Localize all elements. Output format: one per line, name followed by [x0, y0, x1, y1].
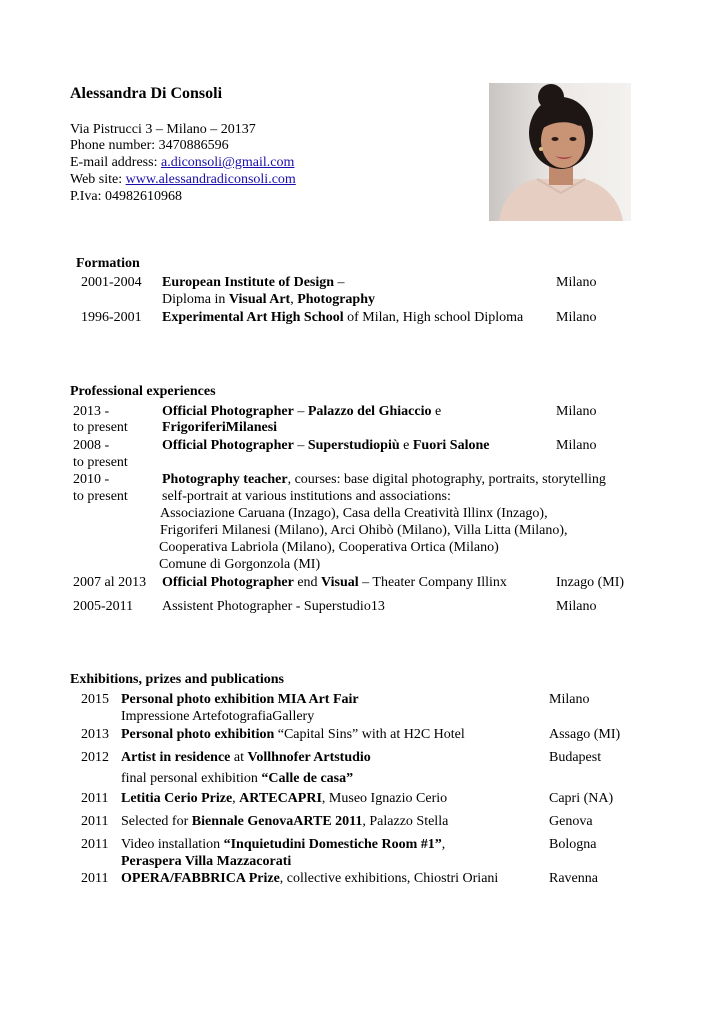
- text-fragment: Video installation: [121, 837, 224, 852]
- formation-heading: Formation: [76, 256, 140, 271]
- text-fragment: “Capital Sins” with at H2C Hotel: [274, 727, 465, 742]
- text-bold: Visual: [321, 575, 359, 590]
- text-bold: Vollhnofer Artstudio: [247, 750, 371, 765]
- experience-row-3-years: 2010 -: [73, 472, 110, 487]
- exhibition-row-6-line-2: [121, 853, 291, 870]
- exhibition-row-4-city: Capri (NA): [549, 791, 614, 806]
- experience-row-3-line-5: Cooperativa Labriola (Milano), Cooperativa Ortica (Milano): [159, 540, 499, 555]
- experience-row-4-years: 2007 al 2013: [73, 575, 147, 590]
- experience-row-1-line-1: [162, 403, 441, 420]
- experience-row-2-years: 2008 -: [73, 438, 110, 453]
- exhibition-row-4-line-1: [121, 790, 447, 807]
- experience-row-4-line-1: [162, 574, 507, 591]
- text-bold: ARTECAPRI: [239, 791, 322, 806]
- text-fragment: e: [399, 438, 413, 453]
- text-fragment: of Milan, High school Diploma: [343, 310, 524, 325]
- exhibition-row-3-line-2: [121, 770, 353, 787]
- exhibition-row-2-city: Assago (MI): [549, 727, 621, 742]
- experience-row-2-city: Milano: [556, 438, 597, 453]
- experience-row-2-line-1: [162, 437, 489, 454]
- formation-row-2-city: Milano: [556, 310, 597, 325]
- text-fragment: final personal exhibition: [121, 771, 262, 786]
- text-fragment: –: [293, 404, 308, 419]
- piva-number: 04982610968: [105, 189, 182, 204]
- text-fragment: Selected for: [121, 814, 192, 829]
- email-link[interactable]: a.diconsoli@gmail.com: [160, 155, 295, 170]
- text-fragment: –: [293, 438, 308, 453]
- phone-label: Phone number:: [70, 138, 159, 153]
- formation-row-1-years: 2001-2004: [81, 275, 142, 290]
- experience-row-3-line-6: Comune di Gorgonzola (MI): [159, 557, 321, 572]
- email-line: [70, 154, 294, 171]
- exhibition-row-5-line-1: [121, 813, 448, 830]
- text-fragment: at: [230, 750, 248, 765]
- experience-row-2-years-end: to present: [73, 455, 128, 470]
- exhibition-row-5-city: Genova: [549, 814, 593, 829]
- text-fragment: ,: [441, 837, 446, 852]
- text-bold: Photography: [297, 292, 376, 307]
- experience-row-5-city: Milano: [556, 599, 597, 614]
- text-fragment: , courses: base digital photography, portraits, storytelling: [287, 472, 606, 487]
- text-bold: “Calle de casa”: [261, 771, 354, 786]
- text-bold: FrigoriferiMilanesi: [162, 420, 278, 435]
- text-fragment: , collective exhibitions, Chiostri Oriani: [279, 871, 499, 886]
- experience-row-4-city: Inzago (MI): [556, 575, 625, 590]
- text-bold: Photography teacher: [162, 472, 288, 487]
- formation-row-2-line-1: [162, 309, 523, 326]
- exhibition-row-5-year: 2011: [81, 814, 109, 829]
- text-fragment: end: [293, 575, 322, 590]
- experience-row-3-years-end: to present: [73, 489, 128, 504]
- experience-row-5-years: 2005-2011: [73, 599, 134, 614]
- email-label: E-mail address:: [70, 155, 161, 170]
- phone-number: 3470886596: [158, 138, 229, 153]
- text-bold: Fuori Salone: [412, 438, 490, 453]
- exhibition-row-6-city: Bologna: [549, 837, 597, 852]
- exhibition-row-3-line-1: [121, 749, 371, 766]
- formation-row-2-years: 1996-2001: [81, 310, 142, 325]
- exhibition-row-6-line-1: [121, 836, 445, 853]
- text-fragment: Diploma in: [162, 292, 229, 307]
- text-fragment: –: [334, 275, 345, 290]
- portrait-photo: [489, 83, 631, 221]
- text-bold: Peraspera Villa Mazzacorati: [121, 854, 292, 869]
- experience-row-5-line-1: Assistent Photographer - Superstudio13: [162, 599, 385, 614]
- institution-name: European Institute of Design: [162, 275, 335, 290]
- text-bold: Personal photo exhibition: [121, 727, 275, 742]
- experience-row-1-years: 2013 -: [73, 404, 110, 419]
- exhibition-row-4-year: 2011: [81, 791, 109, 806]
- formation-row-1-line-1: [162, 274, 345, 291]
- exhibition-row-3-city: Budapest: [549, 750, 602, 765]
- experiences-heading: Professional experiences: [70, 384, 216, 399]
- experience-row-1-years-end: to present: [73, 420, 128, 435]
- experience-row-3-line-2: self-portrait at various institutions and associations:: [162, 489, 451, 504]
- experience-row-1-city: Milano: [556, 404, 597, 419]
- text-fragment: ,: [290, 292, 298, 307]
- exhibition-row-7-year: 2011: [81, 871, 109, 886]
- exhibition-row-1-city: Milano: [549, 692, 590, 707]
- web-label: Web site:: [70, 172, 126, 187]
- exhibition-row-1-year: 2015: [81, 692, 109, 707]
- exhibition-row-3-year: 2012: [81, 750, 109, 765]
- text-bold: Palazzo del Ghiaccio: [307, 404, 432, 419]
- exhibitions-heading: Exhibitions, prizes and publications: [70, 672, 284, 687]
- exhibition-row-2-line-1: [121, 726, 465, 743]
- text-fragment: , Museo Ignazio Cerio: [321, 791, 448, 806]
- address: Via Pistrucci 3 – Milano – 20137: [70, 122, 256, 137]
- exhibition-row-7-city: Ravenna: [549, 871, 598, 886]
- piva-line: [70, 188, 182, 205]
- website-link[interactable]: www.alessandradiconsoli.com: [125, 172, 296, 187]
- phone-line: [70, 137, 229, 154]
- text-bold: Artist in residence: [121, 750, 231, 765]
- text-bold: Superstudiopiù: [307, 438, 400, 453]
- text-fragment: , Palazzo Stella: [362, 814, 449, 829]
- text-fragment: ,: [232, 791, 240, 806]
- text-bold: Official Photographer: [162, 404, 294, 419]
- text-bold: Letitia Cerio Prize: [121, 791, 233, 806]
- formation-row-1-city: Milano: [556, 275, 597, 290]
- text-fragment: – Theater Company Illinx: [358, 575, 507, 590]
- experience-row-1-line-2: [162, 419, 277, 436]
- exhibition-row-1-line-1: [121, 691, 359, 708]
- institution-name: Experimental Art High School: [162, 310, 344, 325]
- text-bold: Personal photo exhibition MIA Art Fair: [121, 692, 359, 707]
- text-bold: Visual Art: [228, 292, 291, 307]
- text-fragment: e: [431, 404, 442, 419]
- text-bold: “Inquietudini Domestiche Room #1”: [223, 837, 442, 852]
- text-bold: OPERA/FABBRICA Prize: [121, 871, 280, 886]
- exhibition-row-6-year: 2011: [81, 837, 109, 852]
- experience-row-3-line-1: [162, 471, 606, 488]
- text-bold: Biennale GenovaARTE 2011: [191, 814, 363, 829]
- text-bold: Official Photographer: [162, 438, 294, 453]
- experience-row-3-line-4: Frigoriferi Milanesi (Milano), Arci Ohibò (Milano), Villa Litta (Milano),: [160, 523, 568, 538]
- piva-label: P.Iva:: [70, 189, 105, 204]
- text-bold: Official Photographer: [162, 575, 294, 590]
- experience-row-3-line-3: Associazione Caruana (Inzago), Casa della Creatività Illinx (Inzago),: [160, 506, 548, 521]
- cv-name: Alessandra Di Consoli: [70, 85, 223, 102]
- exhibition-row-2-year: 2013: [81, 727, 109, 742]
- web-line: [70, 171, 296, 188]
- exhibition-row-1-line-2: Impressione ArtefotografiaGallery: [121, 709, 315, 724]
- exhibition-row-7-line-1: [121, 870, 498, 887]
- portrait-image: [489, 83, 631, 221]
- formation-row-1-line-2: [162, 291, 375, 308]
